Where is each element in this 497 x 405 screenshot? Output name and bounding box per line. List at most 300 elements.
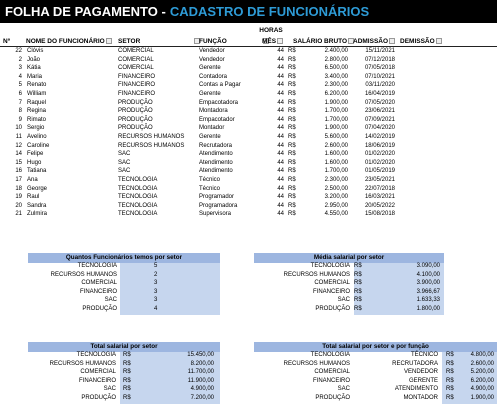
sector-label[interactable]: SAC — [104, 297, 117, 304]
cell-nome[interactable]: Raul — [27, 194, 40, 201]
function-label[interactable]: RECRUTADORA — [392, 360, 438, 367]
currency-label[interactable]: R$ — [446, 386, 454, 393]
total-value[interactable]: 11.900,00 — [120, 378, 220, 387]
count-value[interactable]: 2 — [120, 272, 220, 281]
panel-title: Média salarial por setor — [254, 253, 444, 263]
currency-label[interactable]: R$ — [123, 394, 131, 401]
cell-rs[interactable]: R$ — [288, 108, 296, 115]
cell-admissao[interactable]: 01/02/2020 — [364, 151, 395, 158]
cell-funcao[interactable]: Montador — [199, 125, 225, 132]
table-row[interactable] — [0, 186, 497, 195]
cell-nome[interactable]: Avelino — [27, 134, 47, 140]
total-value[interactable]: 6.200,00 — [442, 378, 497, 387]
currency-label[interactable]: R$ — [123, 369, 131, 376]
cell-nome[interactable]: William — [27, 91, 47, 97]
cell-setor[interactable]: TECNOLOGIA — [118, 185, 158, 192]
cell-nome[interactable]: Tatiana — [27, 168, 47, 175]
panel-row[interactable] — [254, 352, 497, 361]
cell-setor[interactable]: COMERCIAL — [118, 65, 154, 72]
cell-salario[interactable]: 2.600,00 — [324, 142, 348, 149]
table-row[interactable] — [0, 168, 497, 177]
currency-label[interactable]: R$ — [354, 263, 362, 269]
cell-horas[interactable]: 44 — [277, 99, 284, 106]
panel-row[interactable] — [254, 395, 497, 404]
cell-setor[interactable]: TECNOLOGIA — [118, 211, 158, 218]
cell-setor[interactable]: SAC — [118, 159, 131, 166]
cell-admissao[interactable]: 20/05/2022 — [364, 202, 395, 209]
table-row[interactable] — [0, 65, 497, 74]
cell-rs[interactable]: R$ — [288, 91, 296, 97]
sector-label[interactable]: PRODUÇÃO — [82, 305, 117, 312]
table-row[interactable] — [0, 48, 497, 57]
cell-nome[interactable]: Clóvis — [27, 48, 44, 54]
cell-n[interactable]: 5 — [18, 82, 22, 89]
currency-label[interactable]: R$ — [123, 360, 131, 367]
cell-admissao[interactable]: 23/05/2021 — [364, 177, 395, 183]
cell-n[interactable]: 12 — [15, 142, 22, 149]
cell-nome[interactable]: Caroline — [27, 142, 50, 149]
cell-nome[interactable]: Kátia — [27, 65, 41, 72]
header-n: Nº — [3, 38, 11, 45]
cell-rs[interactable]: R$ — [288, 116, 296, 123]
panel-row[interactable] — [254, 386, 497, 395]
panel-row[interactable] — [28, 361, 220, 370]
panel-row[interactable] — [28, 272, 220, 281]
count-value[interactable]: 3 — [120, 289, 220, 298]
header-salario — [293, 38, 354, 45]
cell-rs[interactable]: R$ — [288, 125, 296, 132]
cell-setor[interactable]: RECURSOS HUMANOS — [118, 134, 185, 140]
table-row[interactable] — [0, 203, 497, 212]
cell-salario[interactable]: 1.600,00 — [324, 159, 348, 166]
cell-setor[interactable]: TECNOLOGIA — [118, 177, 158, 183]
cell-funcao[interactable]: Programador — [199, 194, 235, 201]
sector-label[interactable]: FINANCEIRO — [312, 377, 350, 384]
cell-funcao[interactable]: Gerente — [199, 134, 221, 140]
cell-funcao[interactable]: Programadora — [199, 202, 238, 209]
panel-title: Quantos Funcionários temos por setor — [28, 253, 220, 263]
cell-salario[interactable]: 2.800,00 — [324, 56, 348, 63]
cell-salario[interactable]: 2.500,00 — [324, 185, 348, 192]
cell-rs[interactable]: R$ — [288, 48, 296, 54]
cell-setor[interactable]: COMERCIAL — [118, 48, 154, 54]
cell-funcao[interactable]: Empacotador — [199, 116, 235, 123]
sector-label[interactable]: TECNOLOGIA — [310, 352, 350, 358]
total-value[interactable]: 4.800,00 — [442, 352, 497, 361]
header-horas-top: HORAS — [259, 27, 283, 34]
cell-rs[interactable]: R$ — [288, 151, 296, 158]
cell-setor[interactable]: SAC — [118, 168, 131, 175]
table-row[interactable] — [0, 100, 497, 109]
cell-nome[interactable]: Zulmira — [27, 211, 48, 218]
panel-row[interactable] — [28, 395, 220, 404]
cell-horas[interactable]: 44 — [277, 116, 284, 123]
panel-row[interactable] — [254, 361, 497, 370]
cell-salario[interactable]: 2.950,00 — [324, 202, 348, 209]
average-value[interactable]: 3.090,00 — [354, 263, 444, 272]
cell-funcao[interactable]: Atendimento — [199, 151, 233, 158]
cell-nome[interactable]: João — [27, 56, 41, 63]
cell-admissao[interactable]: 15/08/2018 — [364, 211, 395, 218]
total-value[interactable]: 1.900,00 — [442, 395, 497, 404]
cell-nome[interactable]: Maria — [27, 73, 43, 80]
cell-admissao[interactable]: 15/11/2021 — [365, 48, 395, 54]
count-value[interactable]: 4 — [120, 306, 220, 315]
header-admissao — [353, 38, 395, 45]
cell-salario[interactable]: 2.400,00 — [324, 48, 348, 54]
panel-count-by-sector — [28, 253, 220, 315]
average-value[interactable]: 1.633,33 — [354, 297, 444, 306]
cell-n[interactable]: 8 — [18, 108, 22, 115]
cell-funcao[interactable]: Recrutadora — [199, 142, 233, 149]
cell-salario[interactable]: 1.700,00 — [324, 168, 348, 175]
cell-salario[interactable]: 6.500,00 — [324, 65, 348, 72]
table-header-row — [0, 37, 497, 47]
cell-n[interactable]: 14 — [15, 151, 22, 158]
cell-rs[interactable]: R$ — [288, 73, 296, 80]
panel-row[interactable] — [28, 352, 220, 361]
total-value[interactable]: 5.200,00 — [442, 369, 497, 378]
cell-horas[interactable]: 44 — [277, 142, 284, 149]
panel-row[interactable] — [28, 297, 220, 306]
average-value[interactable]: 3.900,00 — [354, 280, 444, 289]
table-row[interactable] — [0, 91, 497, 100]
header-mes — [262, 38, 283, 45]
cell-salario[interactable]: 3.400,00 — [324, 73, 348, 80]
cell-nome[interactable]: Regina — [27, 108, 47, 115]
panel-row[interactable] — [254, 272, 444, 281]
cell-n[interactable]: 19 — [15, 194, 22, 201]
cell-funcao[interactable]: Vendedor — [199, 48, 225, 54]
sector-label[interactable]: PRODUÇÃO — [81, 394, 116, 401]
cell-horas[interactable]: 44 — [277, 65, 284, 72]
average-value[interactable]: 1.800,00 — [354, 306, 444, 315]
cell-rs[interactable]: R$ — [288, 82, 296, 89]
filter-dropdown-icon[interactable] — [389, 38, 395, 44]
sector-label[interactable]: FINANCEIRO — [78, 377, 116, 384]
cell-funcao[interactable]: Gerente — [199, 65, 221, 72]
panel-row[interactable] — [28, 263, 220, 272]
cell-horas[interactable]: 44 — [277, 168, 284, 175]
count-value[interactable]: 3 — [120, 297, 220, 306]
cell-horas[interactable]: 44 — [277, 194, 284, 201]
header-salario-label: SALÁRIO BRUTO — [293, 38, 348, 45]
cell-horas[interactable]: 44 — [277, 185, 284, 192]
total-value[interactable]: 11.700,00 — [120, 369, 220, 378]
currency-label[interactable]: R$ — [446, 394, 454, 401]
filter-dropdown-icon[interactable] — [277, 38, 283, 44]
sector-label[interactable]: SAC — [337, 297, 350, 304]
table-row[interactable] — [0, 125, 497, 134]
table-row[interactable] — [0, 108, 497, 117]
cell-n[interactable]: 3 — [18, 65, 22, 72]
cell-horas[interactable]: 44 — [277, 134, 284, 140]
cell-nome[interactable]: Hugo — [27, 159, 42, 166]
total-value[interactable]: 4.900,00 — [120, 386, 220, 395]
panel-row[interactable] — [254, 378, 497, 387]
cell-n[interactable]: 21 — [15, 211, 22, 218]
cell-admissao[interactable]: 22/07/2018 — [364, 185, 395, 192]
sheet-title-bar — [0, 0, 497, 23]
cell-setor[interactable]: FINANCEIRO — [118, 73, 156, 80]
header-nome-label: NOME DO FUNCIONÁRIO — [26, 38, 105, 45]
sector-label[interactable]: COMERCIAL — [314, 369, 350, 376]
currency-label[interactable]: R$ — [354, 271, 362, 278]
sector-label[interactable]: RECURSOS HUMANOS — [283, 360, 350, 367]
panel-row[interactable] — [28, 386, 220, 395]
cell-horas[interactable]: 44 — [277, 73, 284, 80]
table-row[interactable] — [0, 74, 497, 83]
panel-row[interactable] — [28, 378, 220, 387]
sector-label[interactable]: RECURSOS HUMANOS — [49, 360, 116, 367]
cell-setor[interactable]: TECNOLOGIA — [118, 194, 158, 201]
currency-label[interactable]: R$ — [446, 377, 454, 384]
cell-funcao[interactable]: Técnico — [199, 185, 221, 192]
header-setor — [118, 38, 200, 45]
cell-horas[interactable]: 44 — [277, 177, 284, 183]
cell-admissao[interactable]: 18/06/2019 — [364, 142, 395, 149]
cell-rs[interactable]: R$ — [288, 65, 296, 72]
cell-admissao[interactable]: 07/12/2018 — [364, 56, 395, 63]
currency-label[interactable]: R$ — [354, 305, 362, 312]
cell-setor[interactable]: TECNOLOGIA — [118, 202, 158, 209]
cell-horas[interactable]: 44 — [277, 91, 284, 97]
cell-admissao[interactable]: 14/02/2019 — [364, 134, 395, 140]
cell-n[interactable]: 6 — [18, 91, 22, 97]
cell-funcao[interactable]: Montadora — [199, 108, 228, 115]
cell-funcao[interactable]: Contas a Pagar — [199, 82, 241, 89]
header-mes-label: MÊS — [262, 38, 277, 45]
cell-horas[interactable]: 44 — [277, 82, 284, 89]
cell-n[interactable]: 15 — [15, 159, 22, 166]
cell-salario[interactable]: 5.600,00 — [324, 134, 348, 140]
average-value[interactable]: 4.100,00 — [354, 272, 444, 281]
currency-label[interactable]: R$ — [354, 297, 362, 304]
cell-funcao[interactable]: Vendedor — [199, 56, 225, 63]
currency-label[interactable]: R$ — [354, 280, 362, 287]
panel-row[interactable] — [254, 369, 497, 378]
cell-setor[interactable]: PRODUÇÃO — [118, 125, 153, 132]
cell-n[interactable]: 9 — [18, 116, 22, 123]
cell-rs[interactable]: R$ — [288, 134, 296, 140]
cell-nome[interactable]: Sergio — [27, 125, 45, 132]
panel-row[interactable] — [28, 306, 220, 315]
cell-rs[interactable]: R$ — [288, 185, 296, 192]
sector-label[interactable]: FINANCEIRO — [79, 288, 117, 295]
cell-admissao[interactable]: 07/10/2021 — [364, 73, 395, 80]
total-value[interactable]: 4.900,00 — [442, 386, 497, 395]
filter-dropdown-icon[interactable] — [106, 38, 112, 44]
table-row[interactable] — [0, 82, 497, 91]
cell-admissao[interactable]: 16/03/2021 — [364, 194, 395, 201]
panel-row[interactable] — [254, 306, 444, 315]
cell-admissao[interactable]: 07/04/2020 — [364, 125, 395, 132]
cell-setor[interactable]: SAC — [118, 151, 131, 158]
average-value[interactable]: 3.966,67 — [354, 289, 444, 298]
cell-rs[interactable]: R$ — [288, 194, 296, 201]
cell-funcao[interactable]: Empacotadora — [199, 99, 239, 106]
function-label[interactable]: MONTADOR — [403, 394, 438, 401]
sector-label[interactable]: COMERCIAL — [81, 280, 117, 287]
sector-label[interactable]: COMERCIAL — [80, 369, 116, 376]
filter-dropdown-icon[interactable] — [436, 38, 442, 44]
table-row[interactable] — [0, 211, 497, 220]
header-funcao-label: FUNÇÃO — [199, 38, 227, 45]
sector-label[interactable]: SAC — [337, 386, 350, 393]
cell-n[interactable]: 20 — [15, 202, 22, 209]
cell-nome[interactable]: George — [27, 185, 48, 192]
table-row[interactable] — [0, 160, 497, 169]
panel-row[interactable] — [254, 263, 444, 272]
cell-admissao[interactable]: 01/02/2020 — [364, 159, 395, 166]
sector-label[interactable]: TECNOLOGIA — [76, 352, 116, 358]
function-label[interactable]: VENDEDOR — [403, 369, 438, 376]
table-row[interactable] — [0, 134, 497, 143]
currency-label[interactable]: R$ — [123, 386, 131, 393]
table-row[interactable] — [0, 117, 497, 126]
cell-rs[interactable]: R$ — [288, 142, 296, 149]
count-value[interactable]: 3 — [120, 280, 220, 289]
cell-salario[interactable]: 2.300,00 — [324, 82, 348, 89]
cell-admissao[interactable]: 16/04/2019 — [364, 91, 395, 97]
header-funcao — [199, 38, 269, 45]
sector-label[interactable]: SAC — [103, 386, 116, 393]
cell-n[interactable]: 18 — [15, 185, 22, 192]
cell-funcao[interactable]: Gerente — [199, 91, 221, 97]
cell-salario[interactable]: 1.900,00 — [324, 125, 348, 132]
total-value[interactable]: 2.600,00 — [442, 361, 497, 370]
cell-funcao[interactable]: Supervisora — [199, 211, 232, 218]
cell-admissao[interactable]: 01/05/2019 — [364, 168, 395, 175]
cell-admissao[interactable]: 23/06/2021 — [364, 108, 395, 115]
cell-funcao[interactable]: Atendimento — [199, 168, 233, 175]
count-value[interactable]: 5 — [120, 263, 220, 272]
function-label[interactable]: GERENTE — [408, 377, 438, 384]
cell-setor[interactable]: PRODUÇÃO — [118, 108, 153, 115]
cell-nome[interactable]: Rimato — [27, 116, 47, 123]
cell-n[interactable]: 16 — [15, 168, 22, 175]
cell-rs[interactable]: R$ — [288, 202, 296, 209]
sector-label[interactable]: TECNOLOGIA — [77, 263, 117, 269]
panel-row[interactable] — [28, 289, 220, 298]
table-row[interactable] — [0, 177, 497, 186]
cell-admissao[interactable]: 03/11/2020 — [365, 82, 395, 89]
cell-salario[interactable]: 1.600,00 — [324, 151, 348, 158]
cell-funcao[interactable]: Atendimento — [199, 159, 233, 166]
panel-row[interactable] — [28, 280, 220, 289]
sector-label[interactable]: PRODUÇÃO — [315, 305, 350, 312]
header-demissao-label: DEMISSÃO — [400, 38, 435, 45]
cell-setor[interactable]: FINANCEIRO — [118, 82, 156, 89]
cell-setor[interactable]: FINANCEIRO — [118, 91, 156, 97]
cell-nome[interactable]: Felipe — [27, 151, 44, 158]
cell-salario[interactable]: 3.200,00 — [324, 194, 348, 201]
cell-admissao[interactable]: 07/09/2021 — [364, 116, 395, 123]
total-value[interactable]: 15.450,00 — [120, 352, 220, 361]
sector-label[interactable]: COMERCIAL — [314, 280, 350, 287]
cell-setor[interactable]: PRODUÇÃO — [118, 99, 153, 106]
cell-salario[interactable]: 4.550,00 — [324, 211, 348, 218]
function-label[interactable]: TÉCNICO — [411, 352, 438, 358]
cell-salario[interactable]: 1.900,00 — [324, 99, 348, 106]
cell-funcao[interactable]: Contadora — [199, 73, 228, 80]
sector-label[interactable]: TECNOLOGIA — [310, 263, 350, 269]
cell-rs[interactable]: R$ — [288, 56, 296, 63]
sector-label[interactable]: FINANCEIRO — [312, 288, 350, 295]
cell-setor[interactable]: PRODUÇÃO — [118, 116, 153, 123]
currency-label[interactable]: R$ — [123, 352, 131, 358]
cell-n[interactable]: 4 — [18, 73, 22, 80]
sector-label[interactable]: RECURSOS HUMANOS — [50, 271, 117, 278]
cell-n[interactable]: 22 — [15, 48, 22, 54]
panel-row[interactable] — [28, 369, 220, 378]
panel-row[interactable] — [254, 289, 444, 298]
cell-setor[interactable]: COMERCIAL — [118, 56, 154, 63]
cell-salario[interactable]: 1.700,00 — [324, 116, 348, 123]
cell-horas[interactable]: 44 — [277, 211, 284, 218]
cell-n[interactable]: 10 — [15, 125, 22, 132]
total-value[interactable]: 8.200,00 — [120, 361, 220, 370]
cell-horas[interactable]: 44 — [277, 108, 284, 115]
cell-horas[interactable]: 44 — [277, 56, 284, 63]
cell-horas[interactable]: 44 — [277, 125, 284, 132]
panel-row[interactable] — [254, 280, 444, 289]
cell-admissao[interactable]: 07/05/2020 — [364, 99, 395, 106]
sheet-title-main: FOLHA DE PAGAMENTO - — [5, 4, 166, 19]
cell-n[interactable]: 7 — [18, 99, 22, 106]
currency-label[interactable]: R$ — [446, 360, 454, 367]
table-row[interactable] — [0, 57, 497, 66]
cell-salario[interactable]: 1.700,00 — [324, 108, 348, 115]
cell-nome[interactable]: Renato — [27, 82, 47, 89]
cell-rs[interactable]: R$ — [288, 211, 296, 218]
cell-horas[interactable]: 44 — [277, 151, 284, 158]
total-value[interactable]: 7.200,00 — [120, 395, 220, 404]
cell-horas[interactable]: 44 — [277, 202, 284, 209]
cell-nome[interactable]: Sandra — [27, 202, 47, 209]
cell-rs[interactable]: R$ — [288, 168, 296, 175]
currency-label[interactable]: R$ — [123, 377, 131, 384]
panel-row[interactable] — [254, 297, 444, 306]
function-label[interactable]: ATENDIMENTO — [394, 386, 438, 393]
currency-label[interactable]: R$ — [446, 369, 454, 376]
table-row[interactable] — [0, 143, 497, 152]
currency-label[interactable]: R$ — [446, 352, 454, 358]
cell-horas[interactable]: 44 — [277, 159, 284, 166]
cell-admissao[interactable]: 07/05/2018 — [364, 65, 395, 72]
cell-salario[interactable]: 6.200,00 — [324, 91, 348, 97]
table-row[interactable] — [0, 194, 497, 203]
sector-label[interactable]: RECURSOS HUMANOS — [283, 271, 350, 278]
cell-n[interactable]: 17 — [15, 177, 22, 183]
cell-n[interactable]: 11 — [15, 134, 22, 140]
cell-setor[interactable]: RECURSOS HUMANOS — [118, 142, 185, 149]
cell-horas[interactable]: 44 — [277, 48, 284, 54]
cell-nome[interactable]: Ana — [27, 177, 38, 183]
table-row[interactable] — [0, 151, 497, 160]
sector-label[interactable]: PRODUÇÃO — [315, 394, 350, 401]
cell-rs[interactable]: R$ — [288, 177, 296, 183]
cell-funcao[interactable]: Técnico — [199, 177, 221, 183]
cell-rs[interactable]: R$ — [288, 159, 296, 166]
panel-title: Total salarial por setor e por função — [254, 342, 497, 352]
currency-label[interactable]: R$ — [354, 288, 362, 295]
header-nome — [26, 38, 112, 45]
cell-rs[interactable]: R$ — [288, 99, 296, 106]
cell-salario[interactable]: 2.300,00 — [324, 177, 348, 183]
cell-n[interactable]: 2 — [18, 56, 22, 63]
cell-nome[interactable]: Raquel — [27, 99, 47, 106]
